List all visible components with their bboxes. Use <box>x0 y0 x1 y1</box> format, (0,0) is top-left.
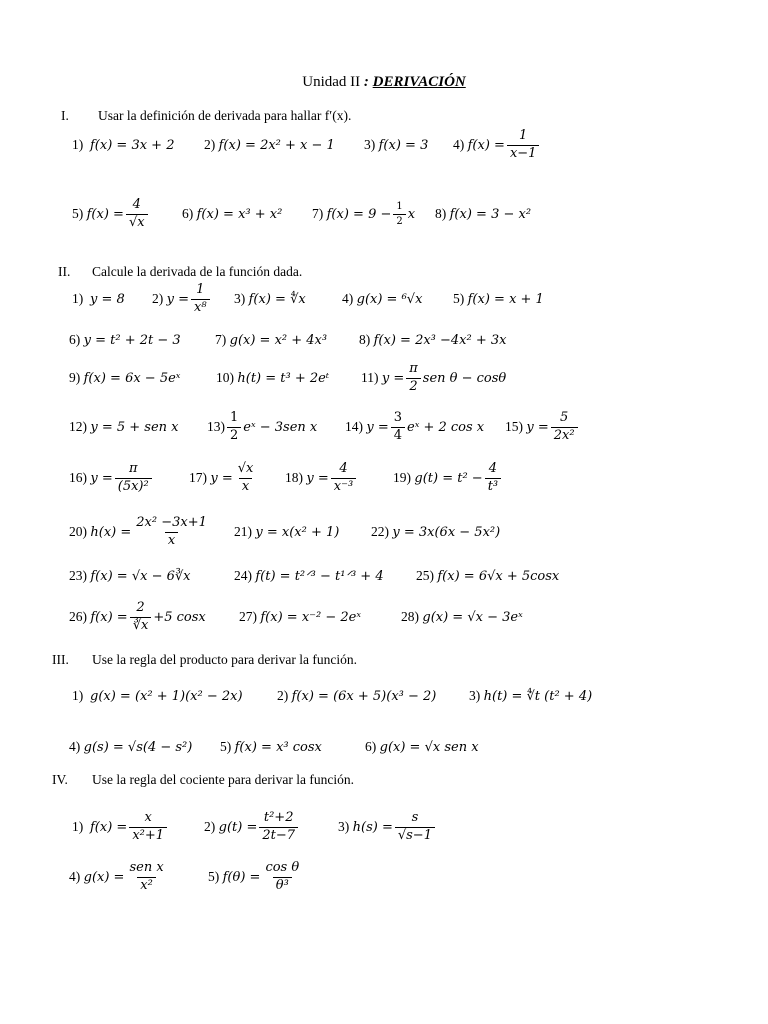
exercise-item: 24) f(t) = t²ᐟ³ − t¹ᐟ³ + 4 <box>234 568 384 584</box>
title-colon: : <box>363 74 373 90</box>
section-3-row-2 <box>69 737 479 757</box>
exercise-item: 1) y = 8 <box>72 291 125 307</box>
section-number: II. <box>58 264 71 279</box>
exercise-item: 22) y = 3x(6x − 5x²) <box>371 524 501 540</box>
fraction: $\frac{\pi}{\text{(5x)²}}$ <box>115 462 152 495</box>
exercise-item: 3) f(x) = ∜x <box>234 291 306 307</box>
exercise-item: 25) f(x) = 6√x + 5cosx <box>416 568 560 584</box>
fraction: $\frac{\text{t²+2}}{2t-7}$ <box>259 811 298 844</box>
exercise-item: 3) h(s) = $\frac{s}{√s-1}$ <box>338 811 437 844</box>
section-2-row-5 <box>69 460 503 496</box>
exercise-item: 20) h(x) = $\frac{\text{2x² −3x+1}}{x}$ <box>69 516 234 549</box>
section-2-row-8 <box>69 598 523 636</box>
section-4-row-1 <box>72 808 437 846</box>
section-2-row-3 <box>69 361 506 395</box>
exercise-item: 26) f(x) = $\frac{2}{∛x}$ +5 cosx <box>69 599 206 633</box>
exercise-item: 5) f(x) = $\frac{4}{√x}$ <box>72 198 182 231</box>
exercise-item: 1) f(x) = 3x + 2 <box>72 137 175 153</box>
fraction: $\frac{√x}{x}$ <box>237 460 254 494</box>
exercise-item: 18) y = $\frac{4}{\text{x⁻³}}$ <box>285 462 393 495</box>
exercise-item: 8) f(x) = 3 − x² <box>435 206 532 222</box>
section-instruction: Calcule la derivada de la función dada. <box>92 264 303 279</box>
section-number: IV. <box>52 772 68 787</box>
section-2-row-2 <box>69 330 506 350</box>
section-4-row-2 <box>69 858 304 896</box>
exercise-item: 21) y = x(x² + 1) <box>234 524 340 540</box>
exercise-item: 10) h(t) = t³ + 2eᵗ <box>216 370 330 386</box>
fraction: $\frac{2}{∛x}$ <box>130 601 152 634</box>
section-2-row-4 <box>69 409 580 445</box>
fraction: $\frac{\text{sen x}}{\text{x²}}$ <box>129 859 164 893</box>
exercise-item: 2) g(t) = $\frac{\text{t²+2}}{2t-7}$ <box>204 811 338 844</box>
exercise-item: 19) g(t) = t² − $\frac{4}{\text{t³}}$ <box>393 462 503 495</box>
title-prefix: Unidad II <box>302 74 364 90</box>
exercise-item: 17) y = $\frac{√x}{x}$ <box>189 462 285 495</box>
fraction: $\frac{\text{cos θ}}{\text{θ³}}$ <box>265 859 300 893</box>
fraction: $\frac{3}{4}$ <box>391 411 405 444</box>
section-2-row-1 <box>72 282 544 316</box>
exercise-item: 5) f(x) = x³ cosx <box>220 739 322 755</box>
exercise-item: 6) g(x) = √x sen x <box>365 739 479 755</box>
fraction: $\frac{\text{2x² −3x+1}}{x}$ <box>136 514 207 548</box>
section-number: III. <box>52 652 69 667</box>
exercise-item: 1) g(x) = (x² + 1)(x² − 2x) <box>72 688 243 704</box>
exercise-item: 2) f(x) = (6x + 5)(x³ − 2) <box>277 688 437 704</box>
exercise-item: 5) f(θ) = $\frac{\text{cos θ}}{\text{θ³}}$ <box>208 861 304 894</box>
exercise-item: 2) y = $\frac{1}{\text{x⁸}}$ <box>152 283 234 316</box>
exercise-item: 16) y = $\frac{\pi}{\text{(5x)²}}$ <box>69 462 189 495</box>
fraction: $\frac{\pi}{2}$ <box>406 362 421 395</box>
exercise-item: 4) f(x) = $\frac{1}{x-1}$ <box>453 129 541 162</box>
exercise-item: 11) y = $\frac{\pi}{2}$ sen θ − cosθ <box>361 360 507 394</box>
title-subject: DERIVACIÓN <box>372 74 466 90</box>
section-1-row-1 <box>72 128 541 162</box>
section-2-row-7 <box>69 566 559 586</box>
fraction: $\frac{1}{2}$ <box>227 411 241 444</box>
exercise-item: 15) y = $\frac{5}{\text{2x²}}$ <box>505 411 580 444</box>
exercise-item: 13) $\frac{1}{2}$ eˣ − 3sen x <box>207 409 318 443</box>
fraction: $\frac{1}{2}$ <box>393 201 405 227</box>
fraction: $\frac{x}{\text{x²+1}}$ <box>129 811 167 844</box>
exercise-item: 1) f(x) = $\frac{x}{\text{x²+1}}$ <box>72 811 204 844</box>
exercise-item: 12) y = 5 + sen x <box>69 419 179 435</box>
exercise-item: 6) f(x) = x³ + x² <box>182 206 283 222</box>
fraction: $\frac{1}{\text{x⁸}}$ <box>191 283 210 316</box>
exercise-item: 6) y = t² + 2t − 3 <box>69 332 181 348</box>
fraction: $\frac{5}{\text{2x²}}$ <box>551 411 578 444</box>
fraction: $\frac{1}{x-1}$ <box>507 129 540 162</box>
exercise-item: 7) f(x) = 9 − $\frac{1}{2}$ x <box>312 201 416 227</box>
exercise-item: 7) g(x) = x² + 4x³ <box>215 332 328 348</box>
section-2-row-6 <box>69 513 500 551</box>
exercise-item: 4) g(s) = √s(4 − s²) <box>69 739 193 755</box>
exercise-item: 2) f(x) = 2x² + x − 1 <box>204 137 335 153</box>
exercise-item: 28) g(x) = √x − 3eˣ <box>401 609 523 625</box>
fraction: $\frac{4}{\text{t³}}$ <box>485 462 501 495</box>
exercise-item: 27) f(x) = x⁻² − 2eˣ <box>239 609 361 625</box>
exercise-item: 23) f(x) = √x − 6∛x <box>69 568 191 584</box>
fraction: $\frac{4}{√x}$ <box>126 198 148 231</box>
section-3-row-1 <box>72 686 592 706</box>
exercise-item: 4) g(x) = ⁶√x <box>342 291 423 307</box>
exercise-item: 3) f(x) = 3 <box>364 137 429 153</box>
page-title <box>0 74 768 91</box>
section-number: I. <box>61 108 69 123</box>
exercise-item: 4) g(x) = $\frac{\text{sen x}}{\text{x²}}$ <box>69 861 208 894</box>
fraction: $\frac{4}{\text{x⁻³}}$ <box>331 462 356 495</box>
exercise-item: 5) f(x) = x + 1 <box>453 291 544 307</box>
exercise-item: 8) f(x) = 2x³ −4x² + 3x <box>359 332 507 348</box>
section-instruction: Usar la definición de derivada para hallar f′(x). <box>98 108 352 123</box>
section-1-row-2 <box>72 196 531 232</box>
fraction: $\frac{s}{√s-1}$ <box>395 811 435 844</box>
exercise-item: 3) h(t) = ∜t (t² + 4) <box>469 688 593 704</box>
exercise-item: 9) f(x) = 6x − 5eˣ <box>69 370 181 386</box>
section-instruction: Use la regla del producto para derivar la función. <box>92 652 358 667</box>
exercise-item: 14) y = $\frac{3}{4}$ eˣ + 2 cos x <box>345 409 485 443</box>
section-instruction: Use la regla del cociente para derivar la función. <box>92 772 354 787</box>
